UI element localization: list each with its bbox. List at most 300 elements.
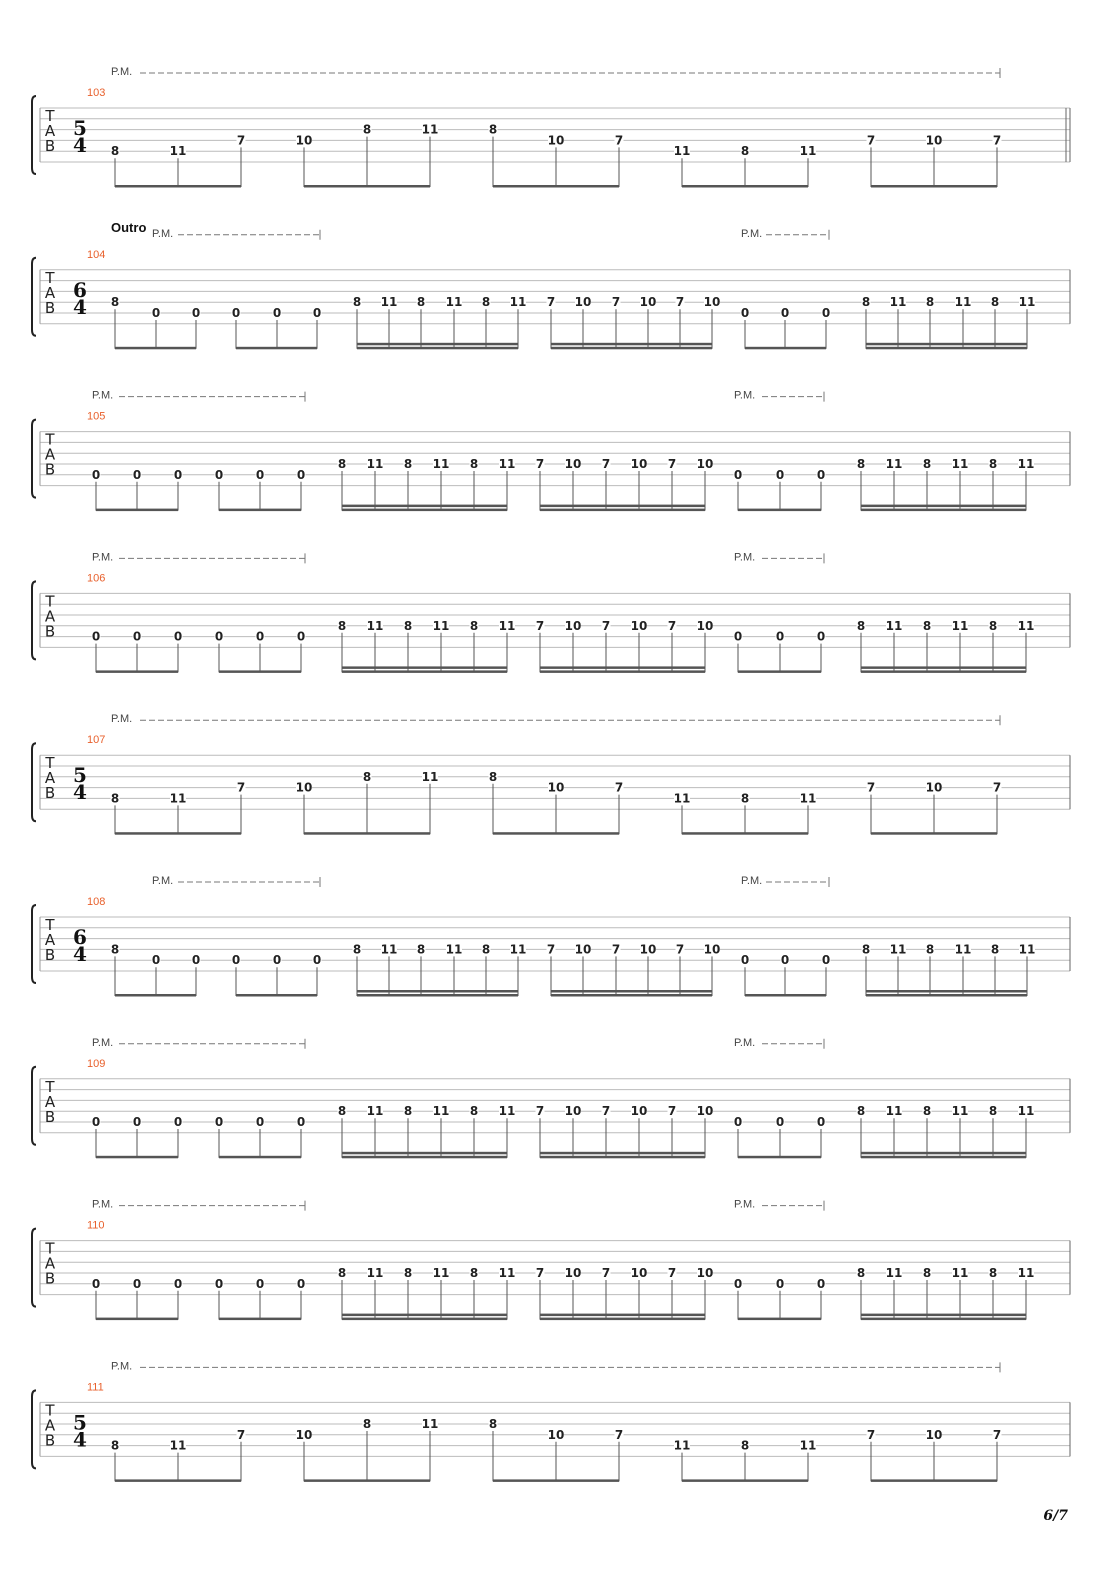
fret-number: 11 [366, 457, 384, 471]
fret-number: 7 [614, 133, 624, 148]
fret-number: 11 [169, 791, 187, 806]
fret-number: 11 [421, 122, 439, 137]
time-signature-top: 6 [73, 277, 87, 302]
fret-number: 10 [630, 1266, 648, 1280]
fret-number: 7 [535, 618, 545, 633]
beam-secondary [866, 343, 1027, 346]
beam-secondary [357, 343, 518, 346]
beam [745, 347, 826, 350]
fret-number: 0 [214, 1276, 224, 1291]
fret-number: 8 [488, 769, 498, 784]
fret-number: 10 [564, 457, 582, 471]
fret-number: 8 [403, 457, 413, 471]
system-bracket [32, 905, 36, 983]
tab-letter: T [45, 1401, 55, 1420]
fret-number: 11 [498, 1104, 516, 1119]
palm-mute-label: P.M. [734, 389, 756, 402]
fret-number: 11 [498, 457, 516, 471]
fret-number: 8 [469, 1266, 479, 1280]
beam [304, 185, 430, 188]
beam [342, 1318, 507, 1321]
fret-number: 10 [564, 618, 582, 633]
beam [342, 670, 507, 673]
beam [861, 509, 1026, 512]
system-bracket [32, 581, 36, 659]
fret-number: 11 [1017, 1266, 1035, 1280]
fret-number: 10 [547, 780, 565, 795]
tab-letter: B [44, 1269, 56, 1288]
time-signature-bottom: 4 [73, 133, 87, 157]
system-bracket [32, 420, 36, 498]
beam [540, 670, 705, 673]
time-signature-bottom: 4 [73, 1427, 87, 1452]
fret-number: 8 [740, 144, 750, 159]
fret-number: 8 [922, 618, 932, 633]
measure-number: 109 [87, 1057, 106, 1070]
fret-number: 8 [922, 1104, 932, 1119]
fret-number: 11 [799, 144, 817, 159]
fret-number: 0 [173, 467, 183, 482]
beam [96, 1156, 178, 1159]
beam-secondary [342, 666, 507, 669]
fret-number: 11 [1017, 1104, 1035, 1119]
fret-number: 0 [780, 953, 790, 968]
beam-secondary [342, 1152, 507, 1155]
fret-number: 10 [630, 618, 648, 633]
fret-number: 0 [296, 467, 306, 482]
beam-secondary [540, 505, 705, 508]
tab-system [32, 551, 1070, 673]
fret-number: 10 [630, 1104, 648, 1119]
fret-number: 0 [214, 1115, 224, 1129]
fret-number: 10 [547, 133, 565, 148]
beam [738, 1318, 821, 1321]
fret-number: 8 [988, 1104, 998, 1119]
beam [871, 185, 997, 188]
fret-number: 0 [780, 306, 790, 320]
fret-number: 7 [667, 457, 677, 471]
fret-number: 0 [296, 629, 306, 644]
fret-number: 8 [337, 1266, 347, 1280]
fret-number: 8 [488, 1417, 498, 1431]
fret-number: 0 [173, 1115, 183, 1129]
time-signature-bottom: 4 [73, 942, 87, 966]
fret-number: 8 [856, 1266, 866, 1280]
tab-letter: A [44, 1416, 56, 1435]
tab-system [32, 1037, 1070, 1159]
beam [540, 1156, 705, 1159]
palm-mute-label: P.M. [111, 66, 133, 78]
fret-number: 0 [775, 629, 785, 644]
fret-number: 10 [696, 1266, 714, 1280]
fret-number: 0 [312, 953, 322, 968]
tab-letter: A [44, 931, 56, 949]
fret-number: 10 [696, 618, 714, 633]
fret-number: 8 [403, 1266, 413, 1280]
tab-letter: T [45, 592, 55, 611]
tab-letter: B [44, 460, 56, 479]
fret-number: 0 [775, 467, 785, 482]
fret-number: 7 [667, 618, 677, 633]
fret-number: 11 [169, 144, 187, 159]
fret-number: 11 [498, 618, 516, 633]
system-bracket [32, 1067, 36, 1145]
fret-number: 11 [951, 457, 969, 471]
tab-system [32, 713, 1070, 835]
fret-number: 7 [614, 1427, 624, 1442]
beam [871, 832, 997, 835]
fret-number: 0 [775, 1276, 785, 1291]
tab-letter: T [45, 916, 55, 934]
tab-letter: T [45, 1239, 55, 1258]
fret-number: 11 [380, 942, 398, 957]
fret-number: 10 [574, 942, 592, 957]
fret-number: 0 [740, 306, 750, 320]
beam [682, 1479, 808, 1482]
tab-system [32, 1360, 1070, 1482]
beam [96, 670, 178, 673]
tab-system [32, 390, 1070, 512]
beam [96, 1318, 178, 1321]
beam [342, 509, 507, 512]
fret-number: 0 [151, 306, 161, 320]
tab-letter: A [44, 122, 56, 140]
fret-number: 10 [630, 457, 648, 471]
page-number: 6/7 [1043, 1508, 1068, 1524]
beam [493, 1479, 619, 1482]
tab-letter: B [44, 298, 56, 317]
beam [115, 1479, 241, 1482]
fret-number: 8 [110, 1438, 120, 1453]
fret-number: 11 [1018, 295, 1036, 310]
tab-system [32, 66, 1070, 188]
fret-number: 8 [337, 618, 347, 633]
fret-number: 0 [740, 953, 750, 968]
tab-letter: B [44, 1107, 56, 1126]
palm-mute-label: P.M. [734, 1198, 756, 1211]
fret-number: 10 [295, 780, 313, 795]
fret-number: 11 [951, 618, 969, 633]
fret-number: 11 [169, 1438, 187, 1453]
fret-number: 7 [992, 780, 1002, 795]
beam-secondary [357, 990, 518, 993]
beam-secondary [861, 505, 1026, 508]
fret-number: 10 [703, 295, 721, 310]
fret-number: 8 [988, 1266, 998, 1280]
tab-letter: B [44, 622, 56, 641]
fret-number: 11 [799, 791, 817, 806]
palm-mute-label: P.M. [741, 227, 763, 240]
fret-number: 7 [546, 295, 556, 310]
palm-mute-label: P.M. [152, 227, 174, 240]
fret-number: 0 [173, 1276, 183, 1291]
measure-number: 103 [87, 87, 106, 99]
palm-mute-label: P.M. [92, 1036, 114, 1049]
fret-number: 11 [432, 1266, 450, 1280]
fret-number: 11 [951, 1104, 969, 1119]
beam-secondary [866, 990, 1027, 993]
fret-number: 0 [733, 1276, 743, 1291]
fret-number: 11 [432, 1104, 450, 1119]
palm-mute-label: P.M. [111, 1360, 133, 1373]
fret-number: 10 [295, 133, 313, 148]
fret-number: 11 [421, 769, 439, 784]
measure-number: 105 [87, 410, 106, 423]
fret-number: 8 [925, 942, 935, 957]
fret-number: 0 [173, 629, 183, 644]
fret-number: 11 [885, 457, 903, 471]
fret-number: 8 [861, 942, 871, 957]
beam [861, 1318, 1026, 1321]
beam [551, 994, 712, 997]
palm-mute-label: P.M. [734, 1036, 756, 1049]
tab-letter: A [44, 445, 56, 464]
beam-secondary [540, 666, 705, 669]
fret-number: 0 [272, 953, 282, 968]
fret-number: 11 [366, 1266, 384, 1280]
beam [551, 347, 712, 350]
fret-number: 0 [816, 467, 826, 482]
fret-number: 0 [231, 306, 241, 320]
fret-number: 11 [445, 942, 463, 957]
beam [115, 185, 241, 188]
fret-number: 11 [885, 1104, 903, 1119]
time-signature-bottom: 4 [73, 294, 87, 319]
tab-letter: T [45, 107, 55, 125]
beam [540, 509, 705, 512]
fret-number: 7 [535, 457, 545, 471]
fret-number: 10 [639, 942, 657, 957]
fret-number: 11 [673, 1438, 691, 1453]
fret-number: 7 [601, 618, 611, 633]
tab-letter: B [44, 946, 56, 964]
fret-number: 8 [488, 122, 498, 137]
fret-number: 8 [990, 295, 1000, 310]
palm-mute-label: P.M. [92, 551, 114, 564]
fret-number: 8 [925, 295, 935, 310]
fret-number: 7 [614, 780, 624, 795]
fret-number: 11 [366, 1104, 384, 1119]
fret-number: 0 [821, 306, 831, 320]
time-signature-top: 5 [73, 763, 87, 788]
fret-number: 7 [601, 457, 611, 471]
beam [342, 1156, 507, 1159]
fret-number: 8 [416, 295, 426, 310]
beam-secondary [861, 666, 1026, 669]
tab-letter: B [44, 1431, 56, 1450]
beam-secondary [861, 1314, 1026, 1317]
beam [866, 347, 1027, 350]
fret-number: 0 [312, 306, 322, 320]
fret-number: 10 [564, 1104, 582, 1119]
fret-number: 7 [535, 1104, 545, 1119]
fret-number: 11 [1017, 457, 1035, 471]
fret-number: 10 [925, 1427, 943, 1442]
fret-number: 7 [992, 133, 1002, 148]
palm-mute-label: P.M. [92, 389, 114, 402]
beam-secondary [861, 1152, 1026, 1155]
fret-number: 11 [509, 295, 527, 310]
fret-number: 8 [856, 1104, 866, 1119]
tab-letter: B [44, 137, 56, 155]
fret-number: 8 [362, 122, 372, 137]
palm-mute-label: P.M. [111, 713, 133, 726]
fret-number: 11 [1017, 618, 1035, 633]
fret-number: 0 [816, 1115, 826, 1129]
tab-letter: T [45, 268, 55, 287]
beam [219, 1318, 301, 1321]
fret-number: 10 [639, 295, 657, 310]
fret-number: 7 [611, 942, 621, 957]
beam [871, 1479, 997, 1482]
fret-number: 8 [861, 295, 871, 310]
fret-number: 11 [951, 1266, 969, 1280]
beam [304, 832, 430, 835]
fret-number: 8 [110, 791, 120, 806]
fret-number: 7 [236, 133, 246, 148]
fret-number: 8 [110, 144, 120, 159]
fret-number: 0 [231, 953, 241, 968]
fret-number: 0 [91, 629, 101, 644]
tab-letter: B [44, 784, 56, 803]
fret-number: 11 [799, 1438, 817, 1453]
beam [357, 347, 518, 350]
measure-number: 110 [87, 1219, 105, 1232]
fret-number: 11 [380, 295, 398, 310]
fret-number: 11 [673, 791, 691, 806]
fret-number: 0 [132, 1276, 142, 1291]
fret-number: 11 [954, 942, 972, 957]
fret-number: 8 [922, 1266, 932, 1280]
beam [745, 994, 826, 997]
beam-secondary [551, 990, 712, 993]
fret-number: 8 [481, 295, 491, 310]
fret-number: 11 [889, 295, 907, 310]
fret-number: 7 [236, 1427, 246, 1442]
fret-number: 11 [509, 942, 527, 957]
beam [738, 670, 821, 673]
tab-letter: T [45, 430, 55, 449]
fret-number: 10 [925, 780, 943, 795]
fret-number: 8 [110, 942, 120, 957]
fret-number: 7 [535, 1266, 545, 1280]
tab-letter: A [44, 1254, 56, 1273]
fret-number: 10 [295, 1427, 313, 1442]
fret-number: 0 [733, 1115, 743, 1129]
fret-number: 8 [416, 942, 426, 957]
beam [236, 347, 317, 350]
tab-system [32, 1199, 1070, 1321]
fret-number: 11 [421, 1417, 439, 1431]
system-bracket [32, 743, 36, 821]
measure-number: 108 [87, 896, 106, 908]
fret-number: 0 [255, 1276, 265, 1291]
fret-number: 0 [733, 629, 743, 644]
fret-number: 7 [992, 1427, 1002, 1442]
beam [219, 509, 301, 512]
measure-number: 111 [87, 1381, 104, 1394]
fret-number: 0 [821, 953, 831, 968]
beam [115, 994, 196, 997]
fret-number: 8 [922, 457, 932, 471]
beam [304, 1479, 430, 1482]
system-bracket [32, 1390, 36, 1468]
fret-number: 7 [601, 1104, 611, 1119]
fret-number: 8 [337, 1104, 347, 1119]
fret-number: 8 [740, 791, 750, 806]
fret-number: 8 [990, 942, 1000, 957]
fret-number: 0 [214, 629, 224, 644]
fret-number: 11 [445, 295, 463, 310]
palm-mute-label: P.M. [92, 1198, 114, 1211]
tab-letter: A [44, 769, 56, 788]
fret-number: 7 [667, 1266, 677, 1280]
beam [115, 832, 241, 835]
beam-secondary [342, 505, 507, 508]
tab-letter: A [44, 607, 56, 626]
fret-number: 8 [856, 457, 866, 471]
fret-number: 8 [740, 1438, 750, 1453]
beam-secondary [342, 1314, 507, 1317]
palm-mute-label: P.M. [734, 551, 756, 564]
fret-number: 11 [1018, 942, 1036, 957]
fret-number: 7 [866, 1427, 876, 1442]
beam [219, 1156, 301, 1159]
fret-number: 0 [132, 467, 142, 482]
fret-number: 11 [954, 295, 972, 310]
fret-number: 10 [696, 1104, 714, 1119]
fret-number: 8 [362, 1417, 372, 1431]
fret-number: 8 [337, 457, 347, 471]
beam [682, 832, 808, 835]
palm-mute-label: P.M. [152, 875, 174, 887]
beam [236, 994, 317, 997]
beam [866, 994, 1027, 997]
fret-number: 8 [352, 295, 362, 310]
tab-letter: T [45, 754, 55, 773]
fret-number: 0 [296, 1276, 306, 1291]
measure-number: 106 [87, 572, 106, 585]
fret-number: 0 [91, 1276, 101, 1291]
fret-number: 0 [132, 1115, 142, 1129]
fret-number: 11 [673, 144, 691, 159]
fret-number: 10 [703, 942, 721, 957]
fret-number: 0 [255, 629, 265, 644]
fret-number: 7 [236, 780, 246, 795]
fret-number: 10 [547, 1427, 565, 1442]
fret-number: 8 [352, 942, 362, 957]
fret-number: 0 [775, 1115, 785, 1129]
fret-number: 11 [432, 618, 450, 633]
fret-number: 0 [151, 953, 161, 968]
fret-number: 0 [816, 629, 826, 644]
fret-number: 0 [191, 306, 201, 320]
fret-number: 0 [91, 1115, 101, 1129]
fret-number: 0 [733, 467, 743, 482]
time-signature-top: 5 [73, 116, 87, 140]
fret-number: 8 [362, 769, 372, 784]
fret-number: 8 [988, 618, 998, 633]
time-signature-bottom: 4 [73, 780, 87, 805]
fret-number: 11 [498, 1266, 516, 1280]
beam [96, 509, 178, 512]
fret-number: 10 [574, 295, 592, 310]
tab-system [32, 220, 1070, 349]
fret-number: 8 [469, 618, 479, 633]
beam [493, 832, 619, 835]
fret-number: 8 [110, 295, 120, 310]
time-signature-top: 6 [73, 925, 87, 949]
